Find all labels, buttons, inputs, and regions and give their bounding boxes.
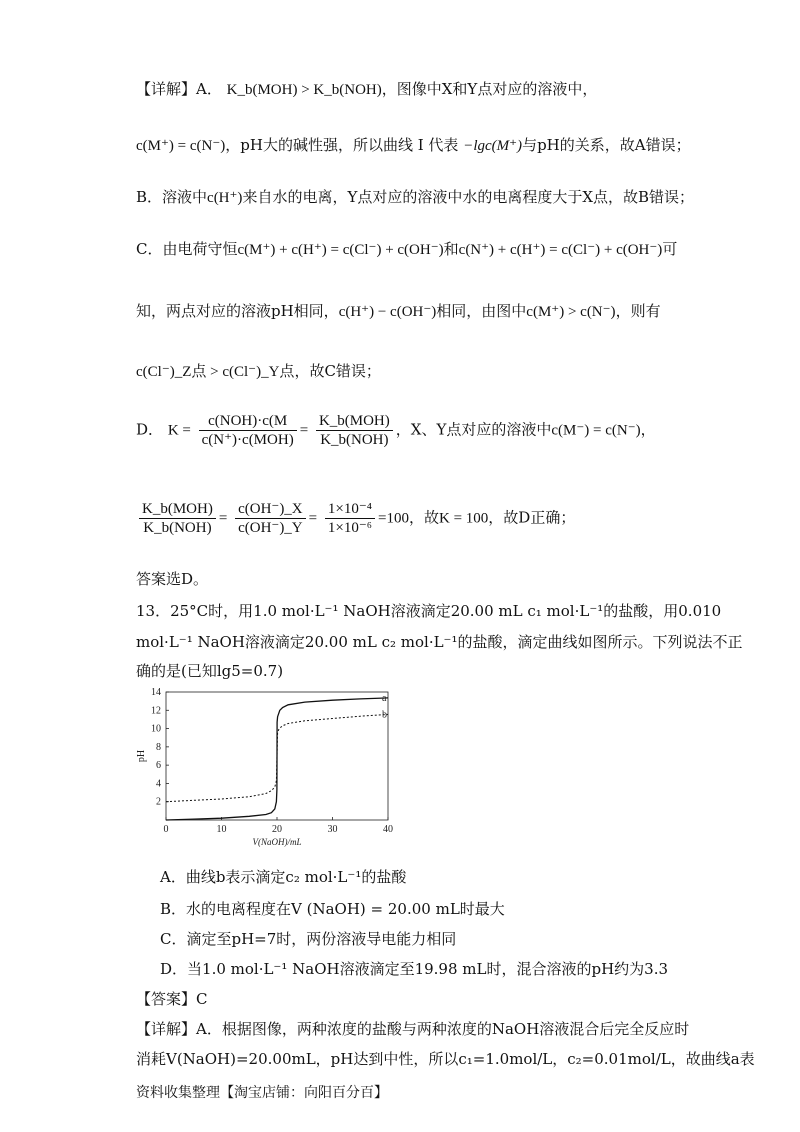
y-tick-label: 12 [151, 705, 161, 717]
fraction-powers: $\frac{\text{1×10⁻⁴}}{\text{1×10⁻⁶}}$ [325, 500, 375, 537]
option-b: B．水的电离程度在V (NaOH) = 20.00 mL时最大 [160, 900, 505, 918]
option-a: A．曲线b表示滴定c₂ mol·L⁻¹的盐酸 [160, 868, 407, 886]
formula-k-100: K = 100 [439, 510, 489, 527]
y-tick-label: 2 [156, 796, 161, 808]
x-tick-label: 0 [163, 824, 169, 835]
detail2-line-1: 【详解】A．根据图像，两种浓度的盐酸与两种浓度的NaOH溶液混合后完全反应时 [136, 1020, 690, 1038]
detail-line-3: B．溶液中c(H⁺)来自水的电离，Y点对应的溶液中水的电离程度大于X点，故B错误； [136, 188, 695, 206]
detail2-line-2: 消耗V(NaOH)=20.00mL，pH达到中性，所以c₁=1.0mol/L，c₂=0.01mol/L，故曲线a表 [136, 1050, 755, 1068]
x-tick-label: 40 [383, 824, 393, 835]
x-tick-label: 30 [327, 824, 338, 835]
x-tick-label: 10 [216, 824, 227, 835]
detail-line-1: 【详解】A． K_b(MOH) > K_b(NOH)，图像中X和Y点对应的溶液中， [136, 80, 598, 98]
detail-line-2: c(M⁺) = c(N⁻)，pH大的碱性强，所以曲线 I 代表 −lgc(M⁺)与pH的关系，故A错误； [136, 136, 691, 154]
formula-h-oh: c(H⁺) − c(OH⁻) [338, 304, 437, 320]
series-label-a: a [382, 692, 387, 704]
answer-value: C [196, 990, 208, 1008]
formula-kb-compare: K_b(MOH) > K_b(NOH) [226, 82, 382, 98]
formula-cm-eq-cn: c(M⁻) = c(N⁻) [551, 422, 641, 439]
footer-source: 资料收集整理【淘宝店铺：向阳百分百】 [136, 1085, 388, 1101]
formula-charge-n: c(N⁺) + c(H⁺) = c(Cl⁻) + c(OH⁻) [458, 242, 663, 258]
formula-cm-gt-cn: c(M⁺) > c(N⁻) [526, 304, 616, 320]
y-tick-label: 8 [156, 741, 161, 753]
detail-label: 【详解】 [136, 80, 197, 98]
y-tick-label: 6 [156, 760, 161, 772]
fraction-oh: $\frac{c(OH^-)\_X}{c(OH^-)\_Y}$ [235, 500, 306, 537]
formula-ch: c(H⁺) [207, 190, 243, 206]
formula-charge-m: c(M⁺) + c(H⁺) = c(Cl⁻) + c(OH⁻) [237, 242, 444, 258]
detail-line-6: c(Cl⁻)_Z点 > c(Cl⁻)_Y点，故C错误； [136, 362, 381, 380]
titration-chart [136, 684, 406, 854]
x-axis-label: V(NaOH)/mL [252, 837, 302, 847]
y-tick-label: 10 [151, 723, 161, 735]
answer-line [136, 988, 208, 1010]
series-label-b: b [382, 709, 387, 721]
formula-cl-compare: c(Cl⁻)_Z点 > c(Cl⁻)_Y点 [136, 364, 295, 380]
detail-line-8: $\frac{\text{K\_b(MOH)}}{\text{K\_b(NOH)}}$ = $\frac{c(OH^-)\_X}{c(OH^-)\_Y}$ = $\frac{\text{1×10⁻⁴}}{\text{1×10⁻⁶}}$ =100，故K = 100，故D正确； [136, 500, 575, 537]
y-axis-label: pH [136, 749, 147, 763]
formula-lgc: −lgc(M⁺) [463, 138, 523, 154]
x-tick-label: 20 [272, 824, 282, 835]
question-13-line-2: mol·L⁻¹ NaOH溶液滴定20.00 mL c₂ mol·L⁻¹的盐酸，滴定曲线如图所示。下列说法不正 [136, 633, 743, 651]
question-13-line-3: 确的是(已知lg5=0.7) [136, 662, 284, 680]
formula-cm-cn: c(M⁺) = c(N⁻) [136, 138, 226, 154]
detail-line-5: 知，两点对应的溶液pH相同，c(H⁺) − c(OH⁻)相同，由图中c(M⁺) > c(N⁻)，则有 [136, 302, 661, 320]
fraction-k: $\frac{\text{c(NOH)·c(M}}{\text{c(N⁺)·c(MOH)}}$ [199, 412, 297, 449]
series-line-a [166, 698, 388, 820]
answer-label: 【答案】 [136, 990, 197, 1008]
fraction-kb: $\frac{\text{K\_b(MOH)}}{\text{K\_b(NOH)}}$ [139, 500, 216, 537]
option-d: D．当1.0 mol·L⁻¹ NaOH溶液滴定至19.98 mL时，混合溶液的pH约为3.3 [160, 960, 669, 978]
y-tick-label: 14 [151, 687, 161, 698]
fraction-kb-ratio: $\frac{\text{K\_b(MOH)}}{\text{K\_b(NOH)}}$ [316, 412, 393, 449]
question-13-line-1: 13．25°C时，用1.0 mol·L⁻¹ NaOH溶液滴定20.00 mL c₁ mol·L⁻¹的盐酸，用0.010 [136, 602, 722, 620]
detail-line-4: C．由电荷守恒c(M⁺) + c(H⁺) = c(Cl⁻) + c(OH⁻)和c(N⁺) + c(H⁺) = c(Cl⁻) + c(OH⁻)可 [136, 240, 678, 258]
detail-line-7: D． K = $\frac{\text{c(NOH)·c(M}}{\text{c(N⁺)·c(MOH)}}$ = $\frac{\text{K\_b(MOH)}}{\text{K\_b(NOH)}}$ ，X、Y点对应的溶液中c(M⁻) = c(N⁻)， [136, 413, 656, 448]
option-c: C．滴定至pH=7时，两份溶液导电能力相同 [160, 930, 457, 948]
y-tick-label: 4 [156, 778, 161, 790]
answer-choice: 答案选D。 [136, 570, 209, 588]
